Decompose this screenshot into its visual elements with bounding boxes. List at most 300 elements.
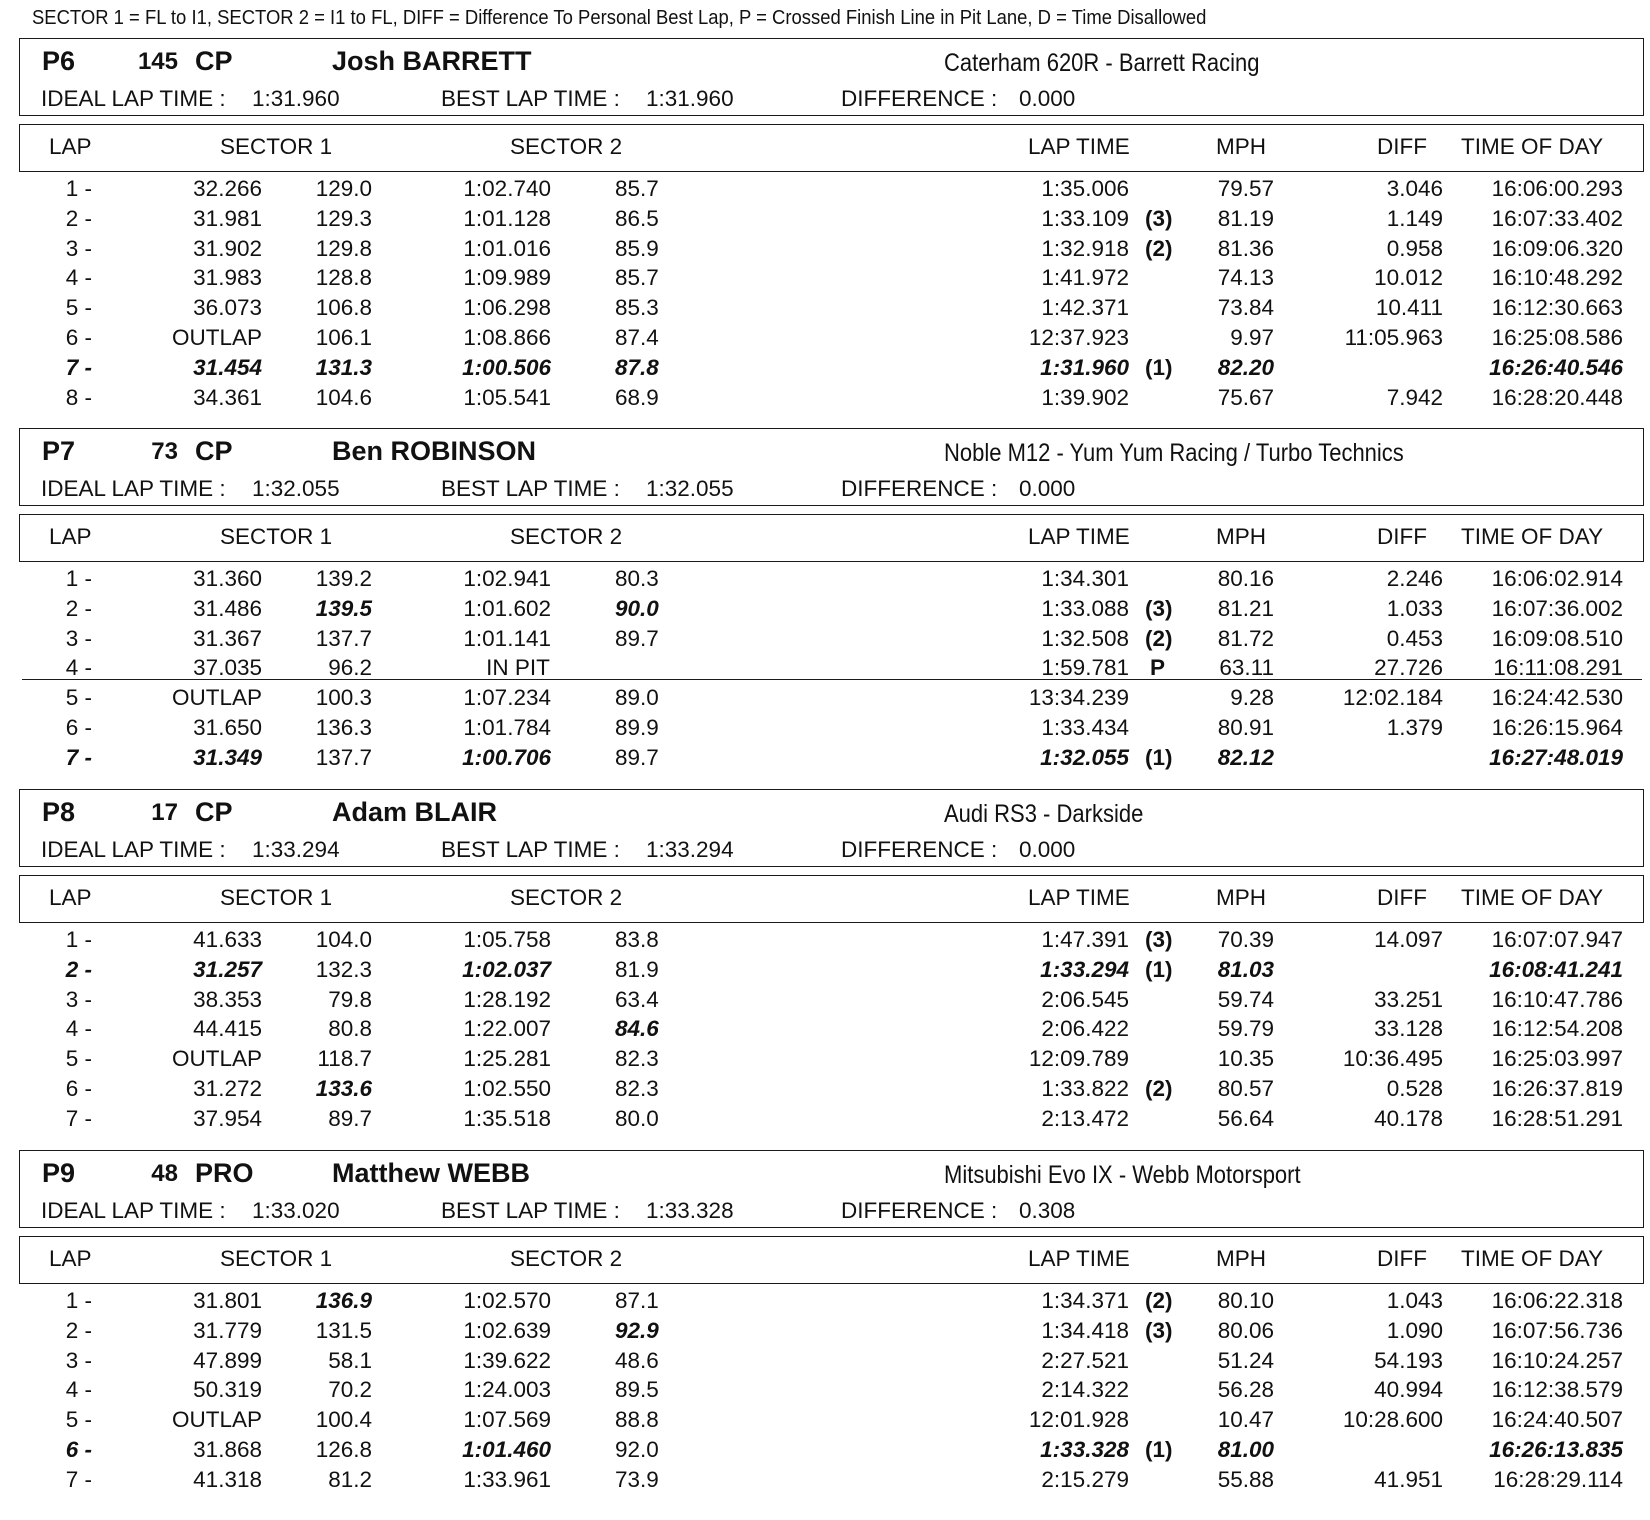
cell-s2mph: 89.9 bbox=[615, 715, 659, 740]
cell-s2: 1:02.740 bbox=[463, 176, 551, 201]
driver-block bbox=[0, 789, 1650, 1159]
cell-s2mph: 85.9 bbox=[615, 235, 659, 261]
cell-lap-time: 2:13.472 bbox=[1041, 1105, 1129, 1131]
cell-s2: 1:22.007 bbox=[463, 1016, 551, 1042]
cell-s1mph: 70.2 bbox=[328, 1377, 372, 1403]
cell-lap-time: 1:47.391 bbox=[1041, 927, 1129, 952]
cell-tod: 16:06:00.293 bbox=[1491, 176, 1623, 201]
cell-s2: 1:01.141 bbox=[463, 625, 551, 651]
cell-mph: 73.84 bbox=[1217, 295, 1274, 321]
difference-label: DIFFERENCE : bbox=[841, 86, 998, 111]
cell-tod: 16:10:48.292 bbox=[1491, 265, 1623, 291]
cell-tod: 16:27:48.019 bbox=[1489, 744, 1623, 770]
col-header-lap: LAP bbox=[49, 1246, 92, 1271]
table-row bbox=[0, 1403, 1650, 1433]
cell-s2mph: 73.9 bbox=[615, 1466, 659, 1492]
cell-s1: OUTLAP bbox=[171, 685, 262, 711]
cell-s1mph: 136.3 bbox=[315, 715, 372, 740]
cell-s1mph: 96.2 bbox=[328, 655, 372, 681]
cell-mph: 81.36 bbox=[1217, 235, 1274, 261]
cell-lap: 7 - bbox=[65, 1105, 92, 1131]
cell-mph: 10.47 bbox=[1217, 1407, 1274, 1433]
cell-lap: 8 - bbox=[65, 384, 92, 410]
cell-s2: IN PIT bbox=[486, 655, 550, 681]
cell-s1: 37.954 bbox=[193, 1105, 262, 1131]
cell-s2: 1:35.518 bbox=[463, 1105, 551, 1131]
cell-s1: 41.318 bbox=[193, 1466, 262, 1492]
table-row bbox=[0, 1102, 1650, 1132]
col-header-diff: DIFF bbox=[1377, 524, 1427, 549]
cell-lap-time: 2:06.545 bbox=[1041, 986, 1129, 1012]
ideal-lap-label: IDEAL LAP TIME : bbox=[41, 86, 226, 111]
cell-s1: 31.868 bbox=[193, 1437, 262, 1462]
table-row bbox=[0, 1072, 1650, 1102]
cell-s2mph: 82.3 bbox=[615, 1076, 659, 1101]
cell-diff: 33.251 bbox=[1374, 986, 1443, 1012]
cell-lap-time: 1:39.902 bbox=[1041, 384, 1129, 410]
cell-mph: 81.03 bbox=[1217, 956, 1274, 982]
cell-lap-time: 1:33.328 bbox=[1040, 1437, 1129, 1462]
cell-tod: 16:26:40.546 bbox=[1489, 354, 1623, 380]
cell-mph: 75.67 bbox=[1217, 384, 1274, 410]
cell-mph: 55.88 bbox=[1217, 1466, 1274, 1492]
cell-mph: 10.35 bbox=[1217, 1046, 1274, 1072]
cell-s2mph: 88.8 bbox=[615, 1407, 659, 1433]
cell-s1mph: 129.3 bbox=[315, 205, 372, 231]
cell-s1mph: 100.3 bbox=[315, 685, 372, 711]
cell-s2: 1:07.569 bbox=[463, 1407, 551, 1433]
cell-diff: 10:28.600 bbox=[1342, 1407, 1443, 1433]
cell-lap: 6 - bbox=[65, 715, 92, 740]
table-row bbox=[0, 681, 1650, 711]
col-header-lap-time: LAP TIME bbox=[1028, 1246, 1130, 1271]
difference-value: 0.308 bbox=[1019, 1198, 1076, 1223]
cell-s2mph: 48.6 bbox=[615, 1347, 659, 1373]
table-row bbox=[0, 321, 1650, 351]
cell-tod: 16:10:24.257 bbox=[1491, 1347, 1623, 1373]
cell-s1mph: 137.7 bbox=[315, 744, 372, 770]
col-header-lap: LAP bbox=[49, 885, 92, 910]
cell-diff: 27.726 bbox=[1374, 655, 1443, 681]
cell-s2mph: 81.9 bbox=[615, 956, 659, 982]
ideal-lap-value: 1:33.294 bbox=[252, 837, 340, 862]
difference-label: DIFFERENCE : bbox=[841, 1198, 998, 1223]
cell-mark: (3) bbox=[1145, 927, 1173, 952]
best-lap-value: 1:33.328 bbox=[646, 1198, 734, 1223]
cell-tod: 16:28:51.291 bbox=[1491, 1105, 1623, 1131]
cell-s2: 1:39.622 bbox=[463, 1347, 551, 1373]
col-header-sector2: SECTOR 2 bbox=[510, 885, 623, 910]
cell-lap: 5 - bbox=[65, 1407, 92, 1433]
cell-mark: (3) bbox=[1145, 1317, 1173, 1343]
table-row bbox=[0, 261, 1650, 291]
col-header-mph: MPH bbox=[1216, 524, 1266, 549]
cell-s2mph: 90.0 bbox=[615, 595, 659, 621]
driver-class: CP bbox=[195, 46, 233, 76]
table-row bbox=[0, 741, 1650, 771]
cell-s2mph: 84.6 bbox=[615, 1016, 659, 1042]
car-team: Noble M12 - Yum Yum Racing / Turbo Technics bbox=[944, 439, 1404, 467]
cell-s1mph: 89.7 bbox=[328, 1105, 372, 1131]
cell-mark: (2) bbox=[1145, 625, 1173, 651]
table-row bbox=[0, 202, 1650, 232]
cell-s1mph: 104.6 bbox=[315, 384, 372, 410]
cell-s1: 44.415 bbox=[193, 1016, 262, 1042]
cell-mph: 80.16 bbox=[1217, 566, 1274, 591]
cell-s1: 50.319 bbox=[193, 1377, 262, 1403]
cell-diff: 3.046 bbox=[1386, 176, 1443, 201]
cell-tod: 16:12:30.663 bbox=[1491, 295, 1623, 321]
cell-mark: (1) bbox=[1145, 354, 1173, 380]
cell-lap: 4 - bbox=[65, 655, 92, 681]
best-lap-value: 1:33.294 bbox=[646, 837, 734, 862]
cell-lap-time: 12:37.923 bbox=[1028, 325, 1129, 350]
table-row bbox=[0, 172, 1650, 202]
cell-lap: 3 - bbox=[65, 625, 92, 651]
ideal-lap-value: 1:32.055 bbox=[252, 476, 340, 501]
cell-s1mph: 126.8 bbox=[315, 1437, 372, 1462]
cell-s1mph: 118.7 bbox=[317, 1046, 372, 1072]
driver-name: Ben ROBINSON bbox=[332, 436, 537, 466]
cell-lap-time: 2:14.322 bbox=[1041, 1377, 1129, 1403]
col-header-lap: LAP bbox=[49, 524, 92, 549]
cell-diff: 54.193 bbox=[1374, 1347, 1443, 1373]
difference-label: DIFFERENCE : bbox=[841, 837, 998, 862]
driver-block bbox=[0, 1150, 1650, 1520]
cell-tod: 16:26:13.835 bbox=[1489, 1437, 1623, 1462]
cell-lap-time: 1:59.781 bbox=[1041, 655, 1129, 681]
cell-lap: 3 - bbox=[65, 235, 92, 261]
cell-lap: 1 - bbox=[65, 176, 92, 201]
cell-s2mph: 86.5 bbox=[615, 205, 659, 231]
cell-s2: 1:00.706 bbox=[462, 744, 551, 770]
cell-tod: 16:06:22.318 bbox=[1491, 1288, 1623, 1313]
cell-lap-time: 1:34.371 bbox=[1041, 1288, 1129, 1313]
cell-s2mph: 80.3 bbox=[615, 566, 659, 591]
cell-diff: 12:02.184 bbox=[1342, 685, 1443, 711]
cell-mph: 9.97 bbox=[1230, 325, 1274, 350]
ideal-lap-value: 1:31.960 bbox=[252, 86, 340, 111]
cell-lap-time: 1:33.822 bbox=[1041, 1076, 1129, 1101]
driver-position: P8 bbox=[42, 797, 76, 827]
cell-s2mph: 85.7 bbox=[615, 265, 659, 291]
best-lap-label: BEST LAP TIME : bbox=[441, 86, 620, 111]
cell-s2: 1:02.941 bbox=[463, 566, 551, 591]
table-row bbox=[0, 983, 1650, 1013]
cell-lap: 2 - bbox=[65, 205, 92, 231]
cell-mark: (2) bbox=[1145, 1288, 1173, 1313]
cell-lap: 6 - bbox=[65, 1437, 92, 1462]
cell-mph: 82.12 bbox=[1217, 744, 1274, 770]
cell-lap-time: 1:33.294 bbox=[1040, 956, 1129, 982]
cell-tod: 16:06:02.914 bbox=[1491, 566, 1623, 591]
cell-diff: 0.958 bbox=[1386, 235, 1443, 261]
cell-tod: 16:10:47.786 bbox=[1491, 986, 1623, 1012]
table-row bbox=[0, 351, 1650, 381]
cell-lap: 1 - bbox=[65, 566, 92, 591]
driver-class: PRO bbox=[195, 1158, 254, 1188]
cell-lap-time: 2:15.279 bbox=[1041, 1466, 1129, 1492]
cell-lap: 7 - bbox=[65, 744, 92, 770]
driver-position: P7 bbox=[42, 436, 76, 466]
cell-mph: 63.11 bbox=[1219, 655, 1274, 681]
cell-lap: 5 - bbox=[65, 685, 92, 711]
table-row bbox=[0, 381, 1650, 411]
cell-s1mph: 139.5 bbox=[315, 595, 372, 621]
cell-s1: 31.981 bbox=[193, 205, 262, 231]
cell-mph: 74.13 bbox=[1217, 265, 1274, 291]
cell-lap: 5 - bbox=[65, 1046, 92, 1072]
cell-s1mph: 136.9 bbox=[315, 1288, 372, 1313]
cell-lap-time: 1:41.972 bbox=[1041, 265, 1129, 291]
col-header-sector2: SECTOR 2 bbox=[510, 1246, 623, 1271]
cell-s2mph: 87.8 bbox=[615, 354, 659, 380]
cell-s1mph: 81.2 bbox=[328, 1466, 372, 1492]
ideal-lap-label: IDEAL LAP TIME : bbox=[41, 476, 226, 501]
driver-block bbox=[0, 428, 1650, 798]
cell-s2: 1:06.298 bbox=[463, 295, 551, 321]
cell-s1mph: 131.5 bbox=[315, 1317, 372, 1343]
cell-lap-time: 1:34.418 bbox=[1041, 1317, 1129, 1343]
cell-mph: 56.28 bbox=[1217, 1377, 1274, 1403]
cell-s1mph: 131.3 bbox=[315, 354, 372, 380]
cell-mark: (3) bbox=[1145, 205, 1173, 231]
cell-s2mph: 87.4 bbox=[615, 325, 659, 350]
cell-tod: 16:25:03.997 bbox=[1491, 1046, 1623, 1072]
cell-lap: 3 - bbox=[65, 986, 92, 1012]
cell-s2: 1:08.866 bbox=[463, 325, 551, 350]
cell-diff: 41.951 bbox=[1374, 1466, 1443, 1492]
cell-lap: 1 - bbox=[65, 1288, 92, 1313]
cell-s1: 38.353 bbox=[193, 986, 262, 1012]
cell-tod: 16:28:20.448 bbox=[1491, 384, 1623, 410]
best-lap-value: 1:31.960 bbox=[646, 86, 734, 111]
cell-mph: 80.57 bbox=[1217, 1076, 1274, 1101]
cell-s1: OUTLAP bbox=[171, 325, 262, 350]
cell-s1mph: 100.4 bbox=[315, 1407, 372, 1433]
col-header-lap-time: LAP TIME bbox=[1028, 524, 1130, 549]
cell-tod: 16:28:29.114 bbox=[1493, 1466, 1623, 1492]
cell-s1: 31.486 bbox=[193, 595, 262, 621]
cell-lap-time: 13:34.239 bbox=[1028, 685, 1129, 711]
driver-position: P6 bbox=[42, 46, 76, 76]
col-header-mph: MPH bbox=[1216, 134, 1266, 159]
cell-s2: 1:05.758 bbox=[463, 927, 551, 952]
difference-value: 0.000 bbox=[1019, 837, 1076, 862]
cell-diff: 10.411 bbox=[1375, 295, 1443, 321]
cell-lap-time: 1:32.508 bbox=[1041, 625, 1129, 651]
cell-mark: (1) bbox=[1145, 1437, 1173, 1462]
cell-s1: OUTLAP bbox=[171, 1046, 262, 1072]
cell-s1: 31.454 bbox=[193, 354, 262, 380]
cell-s1: 31.779 bbox=[193, 1317, 262, 1343]
cell-s2: 1:02.570 bbox=[463, 1288, 551, 1313]
cell-lap: 7 - bbox=[65, 354, 92, 380]
cell-s2: 1:00.506 bbox=[462, 354, 551, 380]
cell-mph: 59.79 bbox=[1217, 1016, 1274, 1042]
col-header-diff: DIFF bbox=[1377, 1246, 1427, 1271]
cell-s1mph: 139.2 bbox=[315, 566, 372, 591]
cell-diff: 11:05.963 bbox=[1344, 325, 1443, 350]
cell-s2mph: 85.7 bbox=[615, 176, 659, 201]
cell-s2: 1:01.016 bbox=[463, 235, 551, 261]
car-team: Audi RS3 - Darkside bbox=[944, 800, 1144, 828]
cell-diff: 1.033 bbox=[1386, 595, 1443, 621]
col-header-mph: MPH bbox=[1216, 885, 1266, 910]
cell-s1: 31.983 bbox=[193, 265, 262, 291]
difference-value: 0.000 bbox=[1019, 86, 1076, 111]
ideal-lap-label: IDEAL LAP TIME : bbox=[41, 1198, 226, 1223]
col-header-lap-time: LAP TIME bbox=[1028, 885, 1130, 910]
cell-lap-time: 12:01.928 bbox=[1028, 1407, 1129, 1433]
col-header-sector1: SECTOR 1 bbox=[220, 524, 333, 549]
table-row bbox=[0, 1284, 1650, 1314]
cell-lap-time: 12:09.789 bbox=[1028, 1046, 1129, 1072]
table-row bbox=[0, 1042, 1650, 1072]
cell-lap-time: 1:33.088 bbox=[1041, 595, 1129, 621]
cell-lap: 7 - bbox=[65, 1466, 92, 1492]
cell-mph: 51.24 bbox=[1217, 1347, 1274, 1373]
cell-lap-time: 1:42.371 bbox=[1041, 295, 1129, 321]
driver-block bbox=[0, 38, 1650, 408]
cell-s2: 1:09.989 bbox=[463, 265, 551, 291]
car-team: Caterham 620R - Barrett Racing bbox=[944, 49, 1260, 77]
cell-mark: (3) bbox=[1145, 595, 1173, 621]
cell-tod: 16:07:07.947 bbox=[1491, 927, 1623, 952]
col-header-sector1: SECTOR 1 bbox=[220, 885, 333, 910]
cell-s1mph: 132.3 bbox=[315, 956, 372, 982]
cell-s2mph: 68.9 bbox=[615, 384, 659, 410]
col-header-diff: DIFF bbox=[1377, 134, 1427, 159]
best-lap-label: BEST LAP TIME : bbox=[441, 837, 620, 862]
cell-s1: 31.801 bbox=[193, 1288, 262, 1313]
cell-tod: 16:09:06.320 bbox=[1491, 235, 1623, 261]
cell-tod: 16:24:42.530 bbox=[1491, 685, 1623, 711]
cell-diff: 0.528 bbox=[1386, 1076, 1443, 1101]
cell-s2mph: 85.3 bbox=[615, 295, 659, 321]
pit-separator bbox=[22, 679, 1642, 680]
cell-lap: 4 - bbox=[65, 265, 92, 291]
cell-diff: 1.149 bbox=[1386, 205, 1443, 231]
cell-mph: 81.72 bbox=[1217, 625, 1274, 651]
cell-s2: 1:05.541 bbox=[463, 384, 551, 410]
difference-value: 0.000 bbox=[1019, 476, 1076, 501]
cell-diff: 10:36.495 bbox=[1342, 1046, 1443, 1072]
cell-s2mph: 92.9 bbox=[615, 1317, 659, 1343]
cell-lap-time: 1:31.960 bbox=[1040, 354, 1129, 380]
table-row bbox=[0, 711, 1650, 741]
cell-lap: 4 - bbox=[65, 1377, 92, 1403]
cell-diff: 1.379 bbox=[1386, 715, 1443, 740]
cell-s1mph: 129.0 bbox=[315, 176, 372, 201]
cell-diff: 1.090 bbox=[1386, 1317, 1443, 1343]
cell-s2mph: 89.5 bbox=[615, 1377, 659, 1403]
cell-lap-time: 2:06.422 bbox=[1041, 1016, 1129, 1042]
cell-s1: 31.650 bbox=[193, 715, 262, 740]
cell-s1mph: 79.8 bbox=[328, 986, 372, 1012]
cell-mph: 81.21 bbox=[1217, 595, 1274, 621]
cell-mph: 80.91 bbox=[1217, 715, 1274, 740]
cell-mark: P bbox=[1150, 655, 1166, 681]
col-header-lap-time: LAP TIME bbox=[1028, 134, 1130, 159]
table-row bbox=[0, 562, 1650, 592]
cell-s1: 37.035 bbox=[193, 655, 262, 681]
cell-s1mph: 128.8 bbox=[315, 265, 372, 291]
cell-s2mph: 89.7 bbox=[615, 744, 659, 770]
table-row bbox=[0, 1314, 1650, 1344]
cell-lap: 1 - bbox=[65, 927, 92, 952]
col-header-diff: DIFF bbox=[1377, 885, 1427, 910]
cell-tod: 16:26:15.964 bbox=[1491, 715, 1623, 740]
cell-mph: 79.57 bbox=[1217, 176, 1274, 201]
cell-s1: 36.073 bbox=[193, 295, 262, 321]
cell-s1: OUTLAP bbox=[171, 1407, 262, 1433]
table-row bbox=[0, 1433, 1650, 1463]
difference-label: DIFFERENCE : bbox=[841, 476, 998, 501]
cell-s2mph: 89.7 bbox=[615, 625, 659, 651]
cell-s2mph: 83.8 bbox=[615, 927, 659, 952]
cell-mark: (2) bbox=[1145, 235, 1173, 261]
cell-s2mph: 89.0 bbox=[615, 685, 659, 711]
cell-lap-time: 1:34.301 bbox=[1041, 566, 1129, 591]
cell-s2mph: 82.3 bbox=[615, 1046, 659, 1072]
cell-lap: 3 - bbox=[65, 1347, 92, 1373]
cell-s2: 1:28.192 bbox=[463, 986, 551, 1012]
cell-s2: 1:01.128 bbox=[463, 205, 551, 231]
cell-diff: 40.178 bbox=[1374, 1105, 1443, 1131]
cell-s2: 1:01.602 bbox=[463, 595, 551, 621]
cell-lap: 4 - bbox=[65, 1016, 92, 1042]
table-row bbox=[0, 291, 1650, 321]
cell-mph: 59.74 bbox=[1217, 986, 1274, 1012]
cell-s2mph: 80.0 bbox=[615, 1105, 659, 1131]
best-lap-label: BEST LAP TIME : bbox=[441, 1198, 620, 1223]
table-row bbox=[0, 1012, 1650, 1042]
car-number: 145 bbox=[137, 48, 178, 75]
cell-s2: 1:01.460 bbox=[462, 1437, 551, 1462]
cell-s2: 1:02.550 bbox=[463, 1076, 551, 1101]
cell-s1: 41.633 bbox=[193, 927, 262, 952]
cell-mph: 80.06 bbox=[1217, 1317, 1274, 1343]
cell-mph: 81.19 bbox=[1217, 205, 1274, 231]
cell-lap-time: 1:33.434 bbox=[1041, 715, 1129, 740]
cell-s1: 31.367 bbox=[193, 625, 262, 651]
cell-tod: 16:25:08.586 bbox=[1491, 325, 1623, 350]
cell-s2: 1:33.961 bbox=[463, 1466, 551, 1492]
cell-lap: 6 - bbox=[65, 1076, 92, 1101]
table-row bbox=[0, 1463, 1650, 1493]
car-number: 48 bbox=[151, 1160, 178, 1187]
cell-tod: 16:24:40.507 bbox=[1491, 1407, 1623, 1433]
driver-name: Matthew WEBB bbox=[332, 1158, 530, 1188]
cell-s2: 1:02.037 bbox=[462, 956, 551, 982]
cell-tod: 16:26:37.819 bbox=[1491, 1076, 1623, 1101]
cell-lap: 6 - bbox=[65, 325, 92, 350]
cell-tod: 16:12:54.208 bbox=[1491, 1016, 1623, 1042]
cell-lap: 2 - bbox=[65, 595, 92, 621]
cell-diff: 1.043 bbox=[1386, 1288, 1443, 1313]
cell-tod: 16:07:36.002 bbox=[1491, 595, 1623, 621]
cell-tod: 16:07:33.402 bbox=[1491, 205, 1623, 231]
best-lap-value: 1:32.055 bbox=[646, 476, 734, 501]
cell-tod: 16:12:38.579 bbox=[1491, 1377, 1623, 1403]
col-header-time-of-day: TIME OF DAY bbox=[1461, 885, 1604, 910]
table-row bbox=[0, 622, 1650, 652]
cell-s2mph: 92.0 bbox=[615, 1437, 659, 1462]
cell-s1mph: 80.8 bbox=[328, 1016, 372, 1042]
col-header-lap: LAP bbox=[49, 134, 92, 159]
driver-class: CP bbox=[195, 797, 233, 827]
